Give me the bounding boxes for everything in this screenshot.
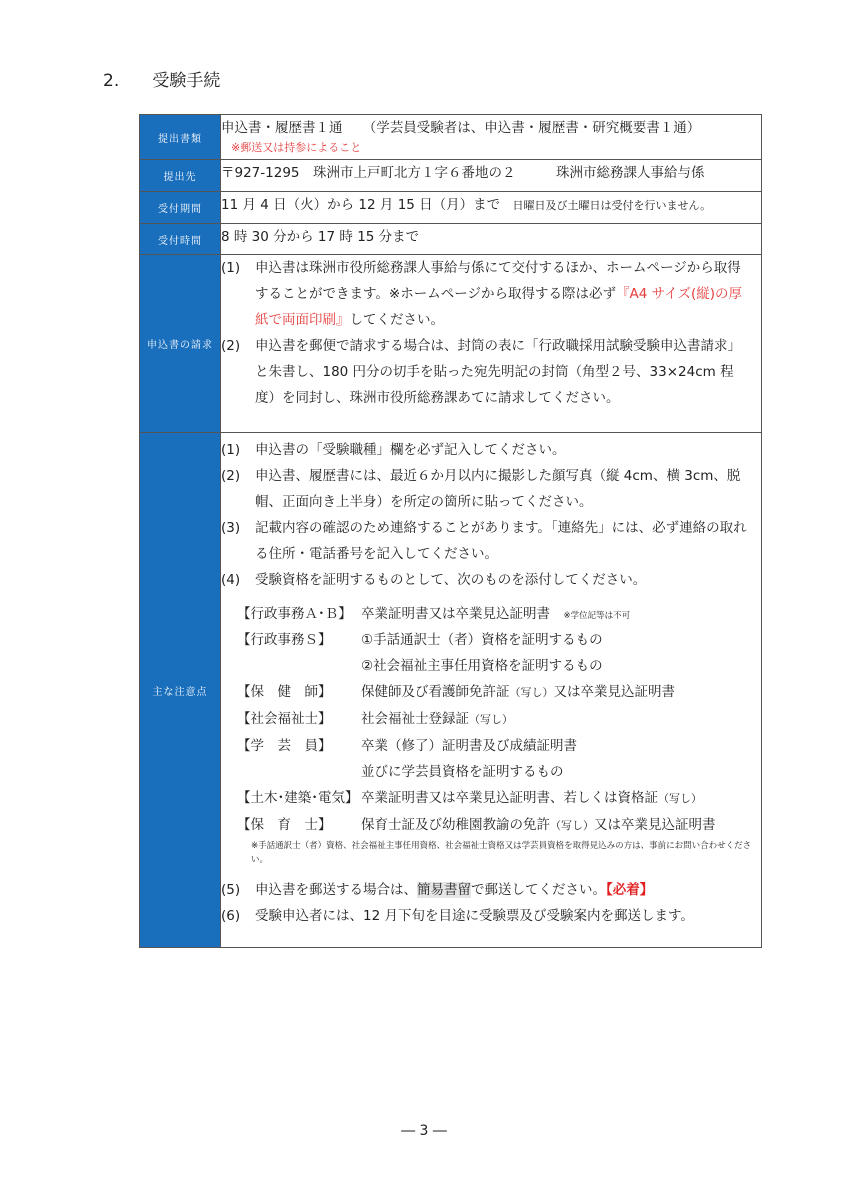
attachment-row: 【行政事務Ｓ】 ①手話通訳士（者）資格を証明するもの xyxy=(237,632,603,648)
row-request xyxy=(140,255,762,433)
row-hours xyxy=(140,224,762,255)
notes-item-5: (5) 申込書を郵送する場合は、簡易書留で郵送してください。【必着】 xyxy=(221,882,654,898)
row-period xyxy=(140,192,762,224)
registered-mail-highlight: 簡易書留 xyxy=(417,882,471,898)
attachment-row: 【土木･建築･電気】 卒業証明書又は卒業見込証明書、若しくは資格証（写し） xyxy=(237,790,702,806)
qualification-note: ※手話通訳士（者）資格、社会福祉主事任用資格、社会福祉士資格又は学芸員資格を取得見込みの方は、事前にお問い合わせください。 xyxy=(251,841,752,865)
documents-note: ※郵送又は持参によること xyxy=(231,141,362,154)
attachment-row: 【保 育 士】 保育士証及び幼稚園教諭の免許（写し）又は卒業見込証明書 xyxy=(237,817,716,833)
period-note: 日曜日及び土曜日は受付を行いません。 xyxy=(512,199,712,212)
must-arrive-label: 【必着】 xyxy=(606,882,654,898)
value-destination: 〒927-1295 珠洲市上戸町北方１字６番地の２ 珠洲市総務課人事給与係 xyxy=(221,160,762,192)
request-item-1: (1) 申込書は珠洲市役所総務課人事給与係にて交付するほか、ホームページから取得することができます。※ホームページから取得する際は必ず『A4 サイズ(縦)の厚紙で両面印刷』してください。 xyxy=(221,260,743,328)
attachment-row: ②社会福祉主事任用資格を証明するもの xyxy=(361,658,603,674)
notes-item-1: (1) 申込書の「受験職種」欄を必ず記入してください。 xyxy=(221,442,566,458)
value-documents xyxy=(221,115,762,160)
label-period: 受付期間 xyxy=(140,192,221,224)
print-instruction: 『A4 サイズ(縦)の厚紙で両面印刷』 xyxy=(255,286,743,328)
procedure-table xyxy=(139,114,762,948)
row-notes xyxy=(140,433,762,948)
section-heading xyxy=(103,66,220,91)
value-period xyxy=(221,192,762,224)
attachment-row: 【社会福祉士】 社会福祉士登録証（写し） xyxy=(237,711,513,727)
label-destination: 提出先 xyxy=(140,160,221,192)
period-text: 11 月 4 日（火）から 12 月 15 日（月）まで xyxy=(221,197,501,213)
attachment-row: 【学 芸 員】 卒業（修了）証明書及び成績証明書 xyxy=(237,738,577,754)
notes-item-4: (4) 受験資格を証明するものとして、次のものを添付してください。 xyxy=(221,572,647,588)
row-destination xyxy=(140,160,762,192)
section-title: 受験手続 xyxy=(152,71,221,91)
label-documents: 提出書類 xyxy=(140,115,221,160)
section-number: 2. xyxy=(103,71,120,91)
label-hours: 受付時間 xyxy=(140,224,221,255)
row-documents xyxy=(140,115,762,160)
documents-text: 申込書・履歴書１通 （学芸員受験者は、申込書・履歴書・研究概要書１通） xyxy=(221,120,701,136)
notes-item-6: (6) 受験申込者には、12 月下旬を目途に受験票及び受験案内を郵送します。 xyxy=(221,908,694,924)
request-item-2: (2) 申込書を郵便で請求する場合は、封筒の表に「行政職採用試験受験申込書請求」と朱書し、180 円分の切手を貼った宛先明記の封筒（角型２号、33×24cm 程度）を同封し、珠洲市役所総務課あてに請求してください。 xyxy=(221,338,741,406)
value-hours: 8 時 30 分から 17 時 15 分まで xyxy=(221,224,762,255)
notes-item-3: (3) 記載内容の確認のため連絡することがあります。「連絡先」には、必ず連絡の取れる住所・電話番号を記入してください。 xyxy=(221,520,747,562)
label-notes: 主な注意点 xyxy=(140,433,221,948)
attachment-row: 【保 健 師】 保健師及び看護師免許証（写し）又は卒業見込証明書 xyxy=(237,684,675,700)
attachment-row: 【行政事務Ａ･Ｂ】 卒業証明書又は卒業見込証明書 ※学位記等は不可 xyxy=(237,606,631,622)
value-request xyxy=(221,255,762,433)
notes-item-2: (2) 申込書、履歴書には、最近６か月以内に撮影した顔写真（縦 4cm、横 3cm、脱帽、正面向き上半身）を所定の箇所に貼ってください。 xyxy=(221,468,741,510)
page-number: ― 3 ― xyxy=(401,1123,447,1139)
value-notes xyxy=(221,433,762,948)
label-request: 申込書の請求 xyxy=(140,255,221,433)
attachment-row: 並びに学芸員資格を証明するもの xyxy=(361,764,564,780)
